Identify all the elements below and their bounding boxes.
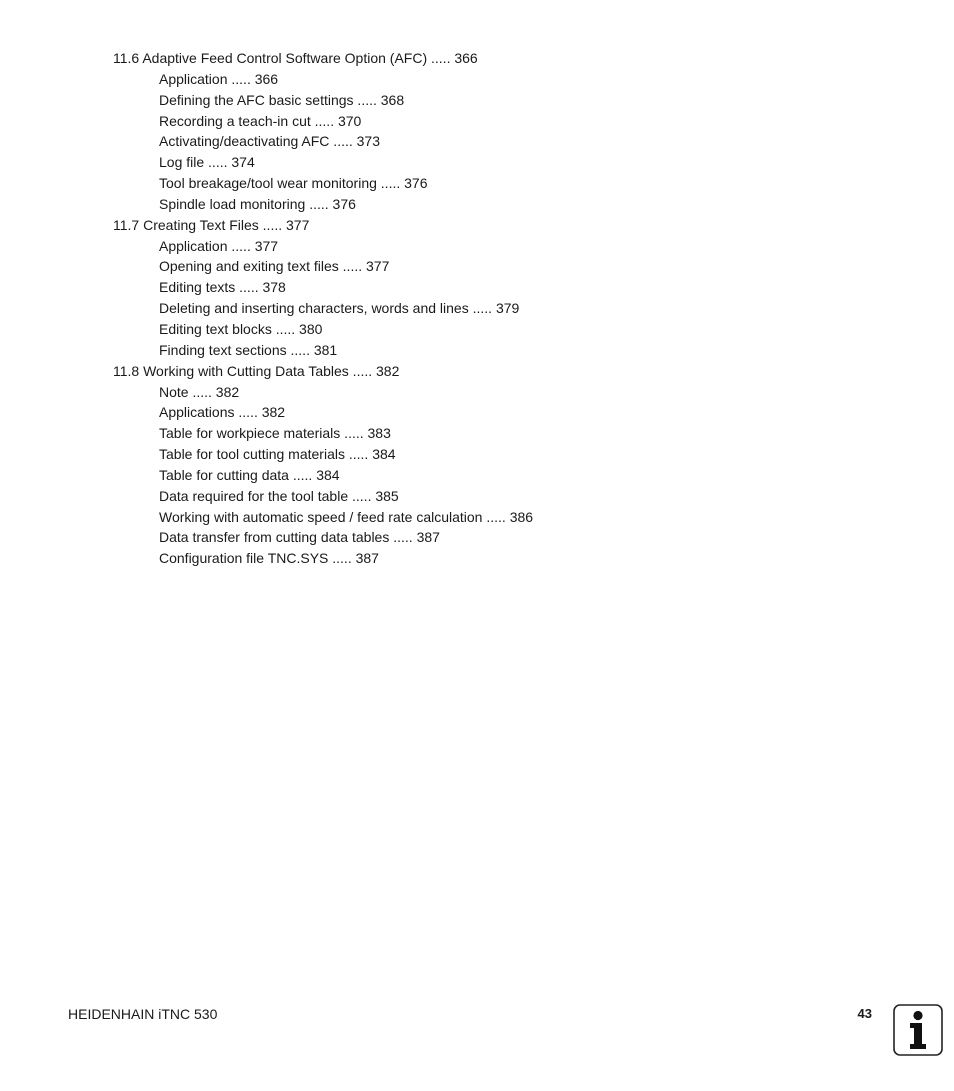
footer-title: HEIDENHAIN iTNC 530 xyxy=(68,1006,218,1022)
toc-entry[interactable]: Opening and exiting text files ..... 377 xyxy=(159,258,390,275)
toc-entry[interactable]: Application ..... 366 xyxy=(159,70,279,87)
toc-entry[interactable]: Data transfer from cutting data tables ..... 387 xyxy=(159,529,440,546)
toc-entry[interactable]: Table for tool cutting materials ..... 384 xyxy=(159,446,396,463)
toc-entry[interactable]: Spindle load monitoring ..... 376 xyxy=(159,195,356,212)
toc-entry[interactable]: Deleting and inserting characters, words and lines ..... 379 xyxy=(159,300,520,317)
toc-entry[interactable]: Working with automatic speed / feed rate calculation ..... 386 xyxy=(159,508,534,525)
toc-entry[interactable]: Table for cutting data ..... 384 xyxy=(159,466,340,483)
toc-entry[interactable]: Defining the AFC basic settings ..... 368 xyxy=(159,91,405,108)
toc-entry[interactable]: Data required for the tool table ..... 385 xyxy=(159,487,399,504)
toc-entry[interactable]: Recording a teach-in cut ..... 370 xyxy=(159,112,362,129)
toc-entry[interactable]: Activating/deactivating AFC ..... 373 xyxy=(159,133,381,150)
toc-entry[interactable]: Note ..... 382 xyxy=(159,383,240,400)
toc-entry[interactable]: Finding text sections ..... 381 xyxy=(159,341,338,358)
toc-entry[interactable]: Configuration file TNC.SYS ..... 387 xyxy=(159,550,379,567)
toc-entry[interactable]: Log file ..... 374 xyxy=(159,154,255,171)
table-of-contents xyxy=(0,48,954,569)
toc-entry-11-8[interactable]: 11.8 Working with Cutting Data Tables ..... 382 xyxy=(113,362,400,379)
toc-entry[interactable]: Table for workpiece materials ..... 383 xyxy=(159,425,391,442)
page-number: 43 xyxy=(857,1006,872,1021)
toc-entry[interactable]: Editing texts ..... 378 xyxy=(159,279,286,296)
toc-entry[interactable]: Tool breakage/tool wear monitoring ..... 376 xyxy=(159,175,428,192)
toc-entry[interactable]: Applications ..... 382 xyxy=(159,404,286,421)
info-icon xyxy=(893,1004,943,1056)
toc-entry-11-7[interactable]: 11.7 Creating Text Files ..... 377 xyxy=(113,216,310,233)
toc-entry-11-6[interactable]: 11.6 Adaptive Feed Control Software Option (AFC) ..... 366 xyxy=(113,50,478,66)
toc-entry[interactable]: Editing text blocks ..... 380 xyxy=(159,320,323,337)
toc-entry[interactable]: Application ..... 377 xyxy=(159,237,279,254)
